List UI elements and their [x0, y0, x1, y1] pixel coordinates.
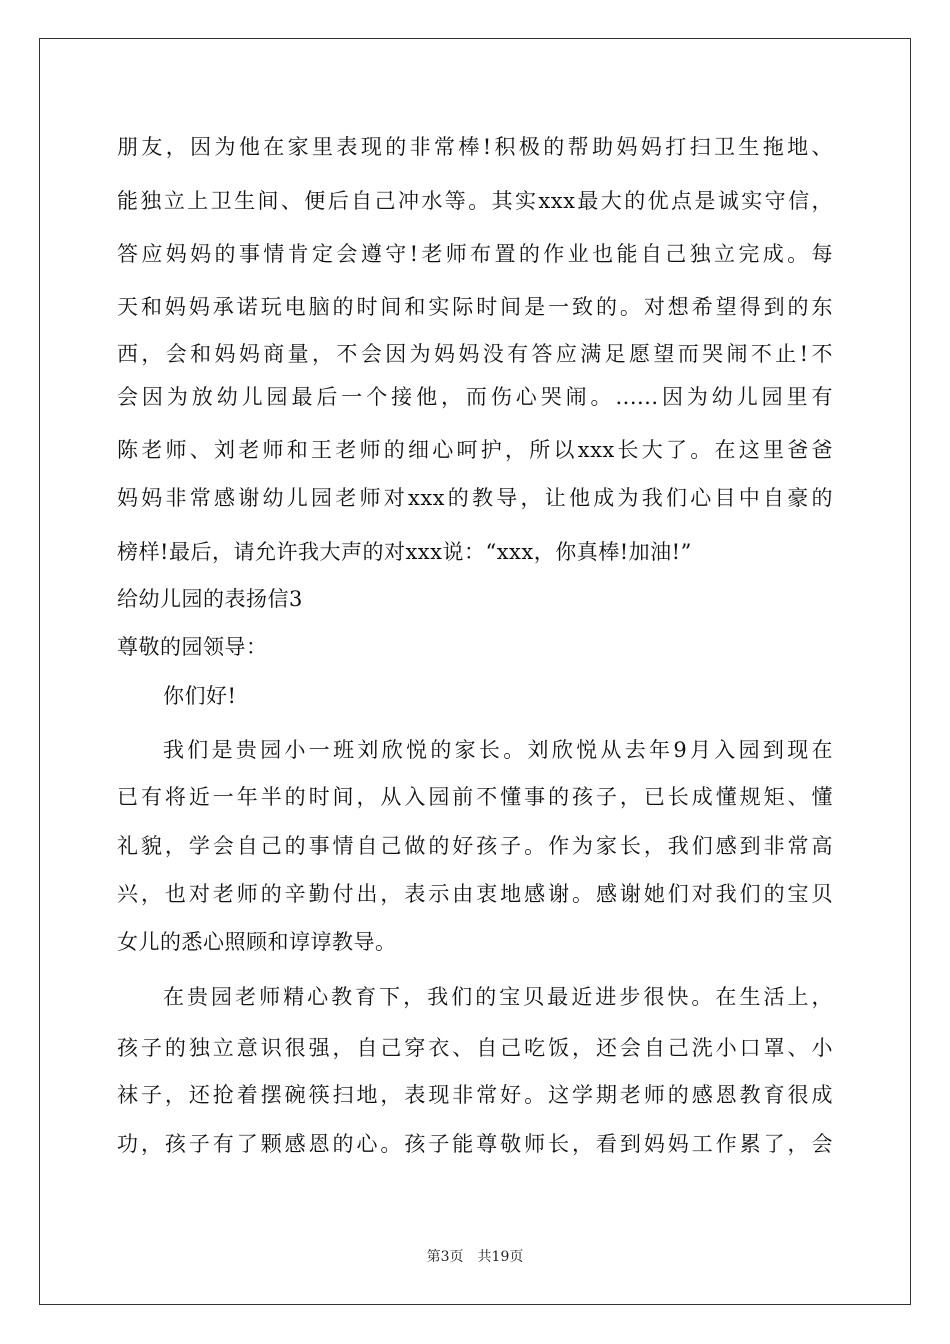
paragraph-line: 孩子的独立意识很强，自己穿衣、自己吃饭，还会自己洗小口罩、小: [117, 1036, 833, 1060]
section-heading: 给幼儿园的表扬信3: [117, 587, 303, 611]
paragraph-line: 女儿的悉心照顾和谆谆教导。: [117, 930, 397, 954]
page-number: 第3页: [426, 1249, 464, 1265]
paragraph-line: 袜子，还抢着摆碗筷扫地，表现非常好。这学期老师的感恩教育很成: [117, 1083, 833, 1107]
page-total: 共19页: [477, 1249, 524, 1265]
paragraph-line: 答应妈妈的事情肯定会遵守!老师布置的作业也能自己独立完成。每: [117, 242, 833, 266]
paragraph-line: 功，孩子有了颗感恩的心。孩子能尊敬师长，看到妈妈工作累了，会: [117, 1132, 833, 1156]
paragraph-line: 能独立上卫生间、便后自己冲水等。其实xxx最大的优点是诚实守信，: [117, 189, 833, 213]
paragraph-line: 朋友，因为他在家里表现的非常棒!积极的帮助妈妈打扫卫生拖地、: [117, 135, 833, 159]
paragraph-line: 陈老师、刘老师和王老师的细心呵护，所以xxx长大了。在这里爸爸: [117, 438, 833, 462]
paragraph-line: 我们是贵园小一班刘欣悦的家长。刘欣悦从去年9月入园到现在: [163, 738, 833, 762]
paragraph-line: 会因为放幼儿园最后一个接他，而伤心哭闹。......因为幼儿园里有: [117, 385, 833, 409]
paragraph-line: 已有将近一年半的时间，从入园前不懂事的孩子，已长成懂规矩、懂: [117, 785, 833, 809]
paragraph-line: 兴，也对老师的辛勤付出，表示由衷地感谢。感谢她们对我们的宝贝: [117, 882, 833, 906]
paragraph-line: 礼貌，学会自己的事情自己做的好孩子。作为家长，我们感到非常高: [117, 834, 833, 858]
paragraph-line: 榜样!最后，请允许我大声的对xxx说：“xxx，你真棒!加油!”: [117, 540, 692, 564]
paragraph-line: 妈妈非常感谢幼儿园老师对xxx的教导，让他成为我们心目中自豪的: [117, 486, 833, 510]
paragraph-line: 在贵园老师精心教育下，我们的宝贝最近进步很快。在生活上，: [163, 985, 833, 1009]
paragraph-line: 西，会和妈妈商量，不会因为妈妈没有答应满足愿望而哭闹不止!不: [117, 342, 833, 366]
greeting: 你们好!: [163, 684, 237, 708]
paragraph-line: 天和妈妈承诺玩电脑的时间和实际时间是一致的。对想希望得到的东: [117, 295, 833, 319]
page-footer: [0, 1248, 950, 1266]
page-border: [39, 38, 911, 1305]
salutation: 尊敬的园领导：: [117, 635, 268, 659]
